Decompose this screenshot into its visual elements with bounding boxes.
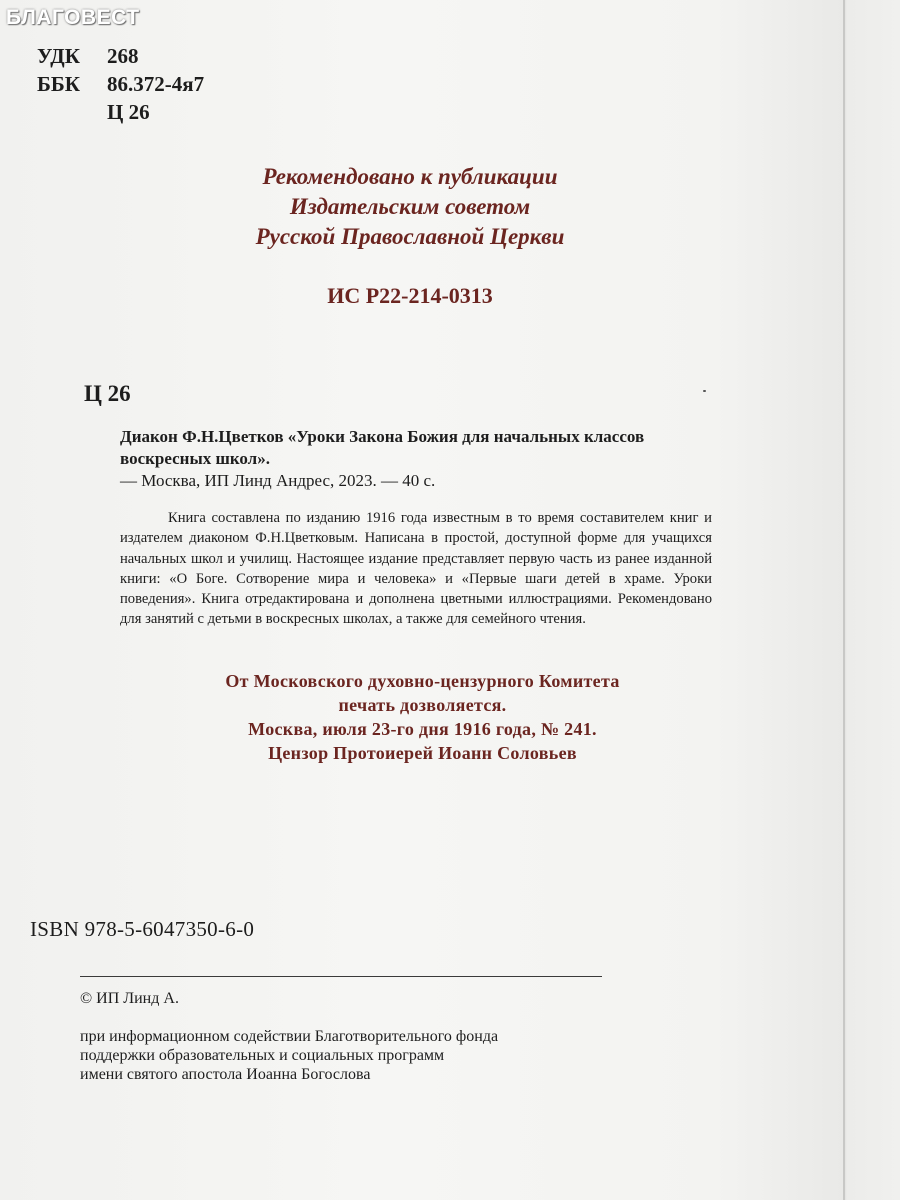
- author-mark-row: [37, 98, 204, 126]
- next-page-edge: [843, 0, 900, 1200]
- paper-speck: [703, 390, 706, 392]
- publishing-council-code: ИС Р22-214-0313: [327, 283, 493, 308]
- isbn: ISBN 978-5-6047350-6-0: [30, 917, 255, 941]
- udk-label: УДК: [37, 44, 80, 68]
- book-annotation: Книга составлена по изданию 1916 года известным в то время составителем книг и издателем диаконом Ф.Н.Цветковым. Написана в простой, доступной форме для учащихся начальных школ и училищ. Настоящее издание представляет первую часть из ранее изданной книги: «О Боге. Сотворение мира и человека» и «Первые шаги детей в храме. Уроки поведения». Книга отредактирована и дополнена цветными иллюстрациями. Рекомендовано для занятий с детьми в воскресных школах, а также для семейного чтения.: [120, 510, 712, 628]
- censorship-line: Москва, июля 23-го дня 1916 года, № 241.: [248, 719, 597, 739]
- copyright-notice: © ИП Линд А.: [80, 990, 179, 1007]
- recommendation-line: Рекомендовано к публикации: [262, 164, 558, 189]
- citation-title-line: Диакон Ф.Н.Цветков «Уроки Закона Божия для начальных классов: [120, 427, 645, 446]
- classification-block: [37, 42, 204, 126]
- bbk-value: 86.372-4я7: [107, 72, 205, 96]
- support-line: поддержки образовательных и социальных программ: [80, 1047, 445, 1064]
- citation-imprint: — Москва, ИП Линд Андрес, 2023. — 40 с.: [120, 471, 436, 490]
- censorship-block: [140, 669, 705, 765]
- support-line: имени святого апостола Иоанна Богослова: [80, 1066, 371, 1083]
- censorship-line: Цензор Протоиерей Иоанн Соловьев: [268, 743, 577, 763]
- citation-title-line: воскресных школ».: [120, 449, 270, 468]
- support-note: [80, 1027, 498, 1084]
- bbk-label: ББК: [37, 72, 80, 96]
- udk-value: 268: [107, 44, 139, 68]
- udk-row: [37, 42, 204, 70]
- support-line: при информационном содействии Благотворительного фонда: [80, 1028, 499, 1045]
- censorship-line: печать дозволяется.: [338, 695, 507, 715]
- recommendation-block: [150, 162, 670, 252]
- censorship-line: От Московского духовно-цензурного Комитета: [225, 671, 620, 691]
- bbk-row: [37, 70, 204, 98]
- bibliographic-author-mark: Ц 26: [84, 381, 131, 406]
- watermark-logo: БЛАГОВЕСТ: [6, 6, 140, 29]
- divider-rule: [80, 976, 602, 977]
- recommendation-line: Издательским советом: [289, 194, 531, 219]
- recommendation-line: Русской Православной Церкви: [255, 224, 565, 249]
- bibliographic-citation: [120, 426, 740, 492]
- author-mark: Ц 26: [107, 100, 150, 124]
